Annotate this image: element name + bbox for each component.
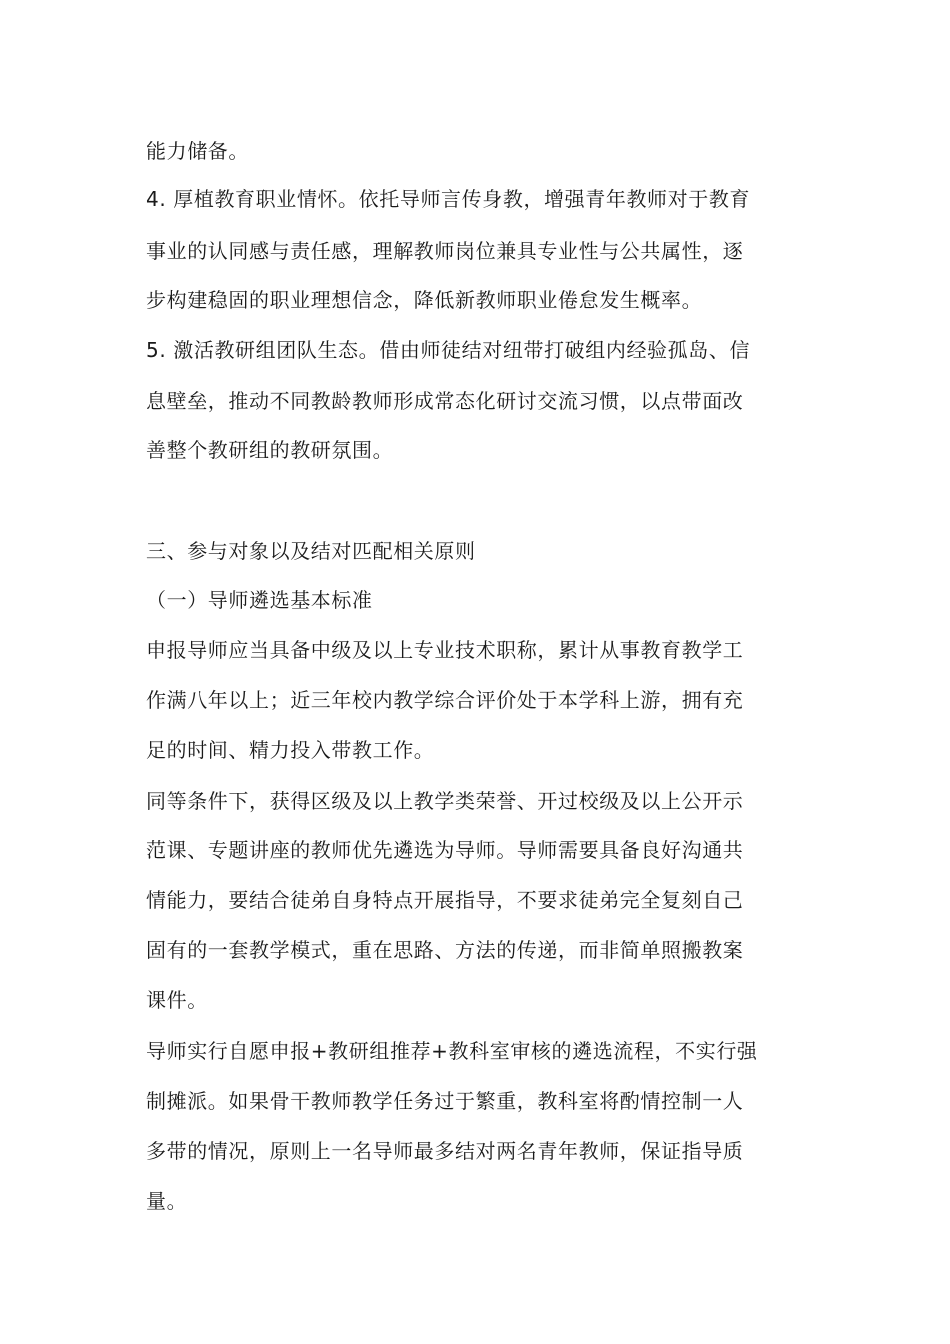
- item4-line-1: 4. 厚植教育职业情怀。依托导师言传身教，增强青年教师对于教育: [146, 187, 751, 211]
- item5-line-2: 息壁垒，推动不同教龄教师形成常态化研讨交流习惯，以点带面改: [146, 389, 744, 413]
- item5-line-3: 善整个教研组的教研氛围。: [146, 438, 394, 462]
- paragraph1-line-1: 申报导师应当具备中级及以上专业技术职称，累计从事教育教学工: [146, 638, 744, 662]
- paragraph2-line-5: 课件。: [146, 988, 208, 1012]
- paragraph3-line-2: 制摊派。如果骨干教师教学任务过于繁重，教科室将酌情控制一人: [146, 1089, 744, 1113]
- paragraph1-line-3: 足的时间、精力投入带教工作。: [146, 738, 435, 762]
- section3-subheading: （一）导师遴选基本标准: [146, 588, 373, 612]
- paragraph2-line-2: 范课、专题讲座的教师优先遴选为导师。导师需要具备良好沟通共: [146, 838, 744, 862]
- item4-line-2: 事业的认同感与责任感，理解教师岗位兼具专业性与公共属性，逐: [146, 239, 744, 263]
- paragraph3-line-3: 多带的情况，原则上一名导师最多结对两名青年教师，保证指导质: [146, 1139, 744, 1163]
- paragraph3-line-4: 量。: [146, 1189, 188, 1213]
- paragraph3-line-1: 导师实行自愿申报+教研组推荐+教科室审核的遴选流程，不实行强: [146, 1039, 758, 1063]
- section3-heading: 三、参与对象以及结对匹配相关原则: [146, 539, 476, 563]
- item3-tail-line: 能力储备。: [146, 139, 249, 163]
- item5-line-1: 5. 激活教研组团队生态。借由师徒结对纽带打破组内经验孤岛、信: [146, 338, 751, 362]
- paragraph2-line-3: 情能力，要结合徒弟自身特点开展指导，不要求徒弟完全复刻自己: [146, 888, 744, 912]
- paragraph2-line-1: 同等条件下，获得区级及以上教学类荣誉、开过校级及以上公开示: [146, 789, 744, 813]
- paragraph1-line-2: 作满八年以上；近三年校内教学综合评价处于本学科上游，拥有充: [146, 688, 744, 712]
- item4-line-3: 步构建稳固的职业理想信念，降低新教师职业倦怠发生概率。: [146, 288, 703, 312]
- paragraph2-line-4: 固有的一套教学模式，重在思路、方法的传递，而非简单照搬教案: [146, 938, 744, 962]
